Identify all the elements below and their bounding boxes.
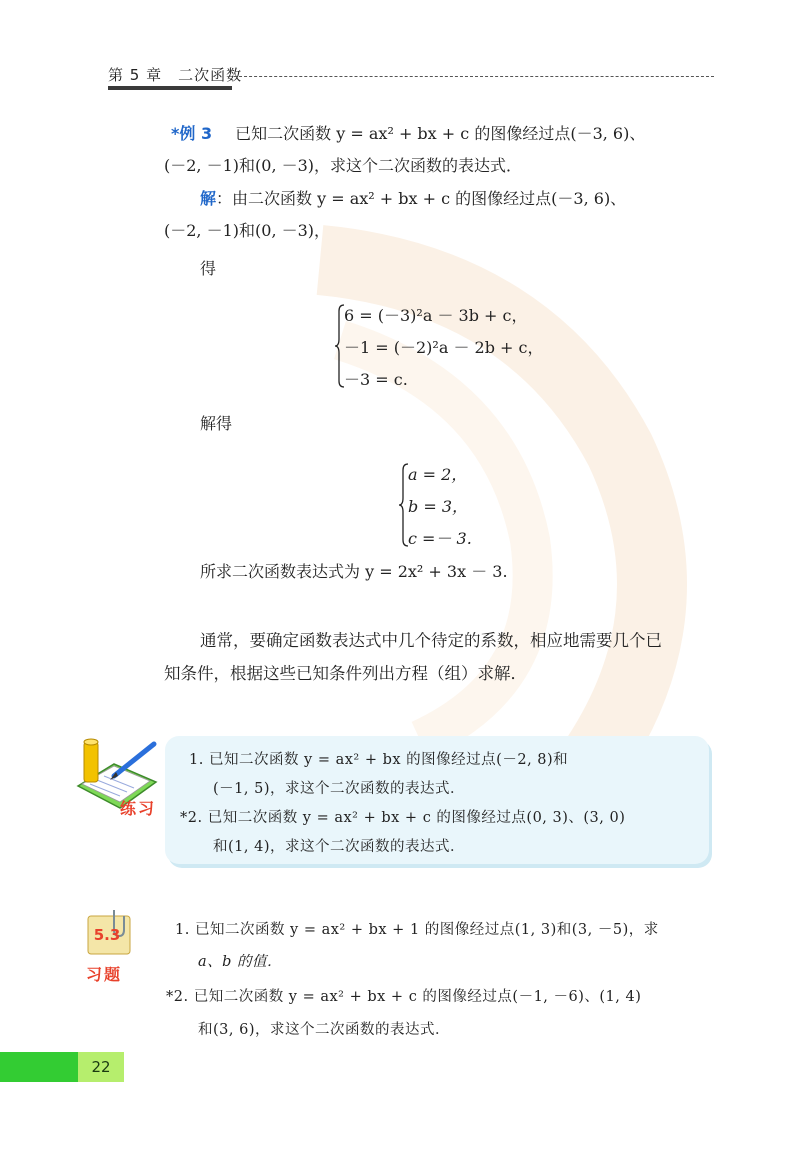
header-dotted-rule <box>234 76 714 77</box>
system2-eq-3: c =－ 3. <box>408 529 472 548</box>
note-line-2: 知条件，根据这些已知条件列出方程（组）求解． <box>164 664 527 683</box>
system1-eq-3: －3 = c. <box>344 370 408 389</box>
note-line-1: 通常，要确定函数表达式中几个待定的系数，相应地需要几个已 <box>200 631 662 650</box>
example-label: *例 3 <box>171 124 213 143</box>
practice-item-2-line-1: *2. 已知二次函数 y = ax² + bx + c 的图像经过点(0, 3)、(3, 0) <box>180 810 626 826</box>
system1-eq-2: －1 = (－2)²a － 2b + c， <box>344 338 544 357</box>
exercise-item-1-line-1: 1. 已知二次函数 y = ax² + bx + 1 的图像经过点(1, 3)和(3, －5)，求 <box>175 922 659 938</box>
equation-system-1 <box>334 303 584 389</box>
example-text-2: (－2, －1)和(0, －3)，求这个二次函数的表达式． <box>164 156 523 175</box>
page-number-bar <box>0 1052 78 1082</box>
exercise-tag: 习题 <box>86 965 123 984</box>
page-number: 22 <box>91 1058 111 1076</box>
solution-result: 所求二次函数表达式为 y = 2x² + 3x － 3. <box>200 562 508 581</box>
solution-line-1 <box>200 189 626 209</box>
header-underline <box>108 86 232 90</box>
equation-system-2 <box>398 462 518 548</box>
exercise-item-2-line-1: *2. 已知二次函数 y = ax² + bx + c 的图像经过点(－1, －6)、(1, 4) <box>166 989 642 1005</box>
chapter-header: 第 5 章 二次函数 <box>108 66 243 84</box>
solution-de: 得 <box>200 259 217 278</box>
practice-item-1-line-1: 1. 已知二次函数 y = ax² + bx 的图像经过点(－2, 8)和 <box>189 752 569 768</box>
solution-jiede: 解得 <box>200 414 233 433</box>
practice-item-1-line-2: (－1, 5)，求这个二次函数的表达式． <box>213 781 465 797</box>
system2-eq-1: a = 2， <box>408 465 468 484</box>
exercise-section-number: 5.3 <box>93 926 121 944</box>
example-line-1 <box>171 124 645 144</box>
practice-item-2-line-2: 和(1, 4)，求这个二次函数的表达式． <box>213 839 465 855</box>
solution-label: 解 <box>200 189 217 208</box>
solution-text-2: (－2, －1)和(0, －3)， <box>164 221 331 240</box>
practice-tag: 练习 <box>120 799 157 818</box>
system1-eq-1: 6 = (－3)²a － 3b + c， <box>344 306 528 325</box>
exercise-item-2-line-2: 和(3, 6)，求这个二次函数的表达式． <box>198 1022 450 1038</box>
system2-eq-2: b = 3， <box>408 497 469 516</box>
example-text-1: 已知二次函数 y = ax² + bx + c 的图像经过点(－3, 6)、 <box>235 124 646 143</box>
exercise-item-1-line-2: a、b 的值． <box>198 954 283 970</box>
solution-text-1: ：由二次函数 y = ax² + bx + c 的图像经过点(－3, 6)、 <box>216 189 627 208</box>
